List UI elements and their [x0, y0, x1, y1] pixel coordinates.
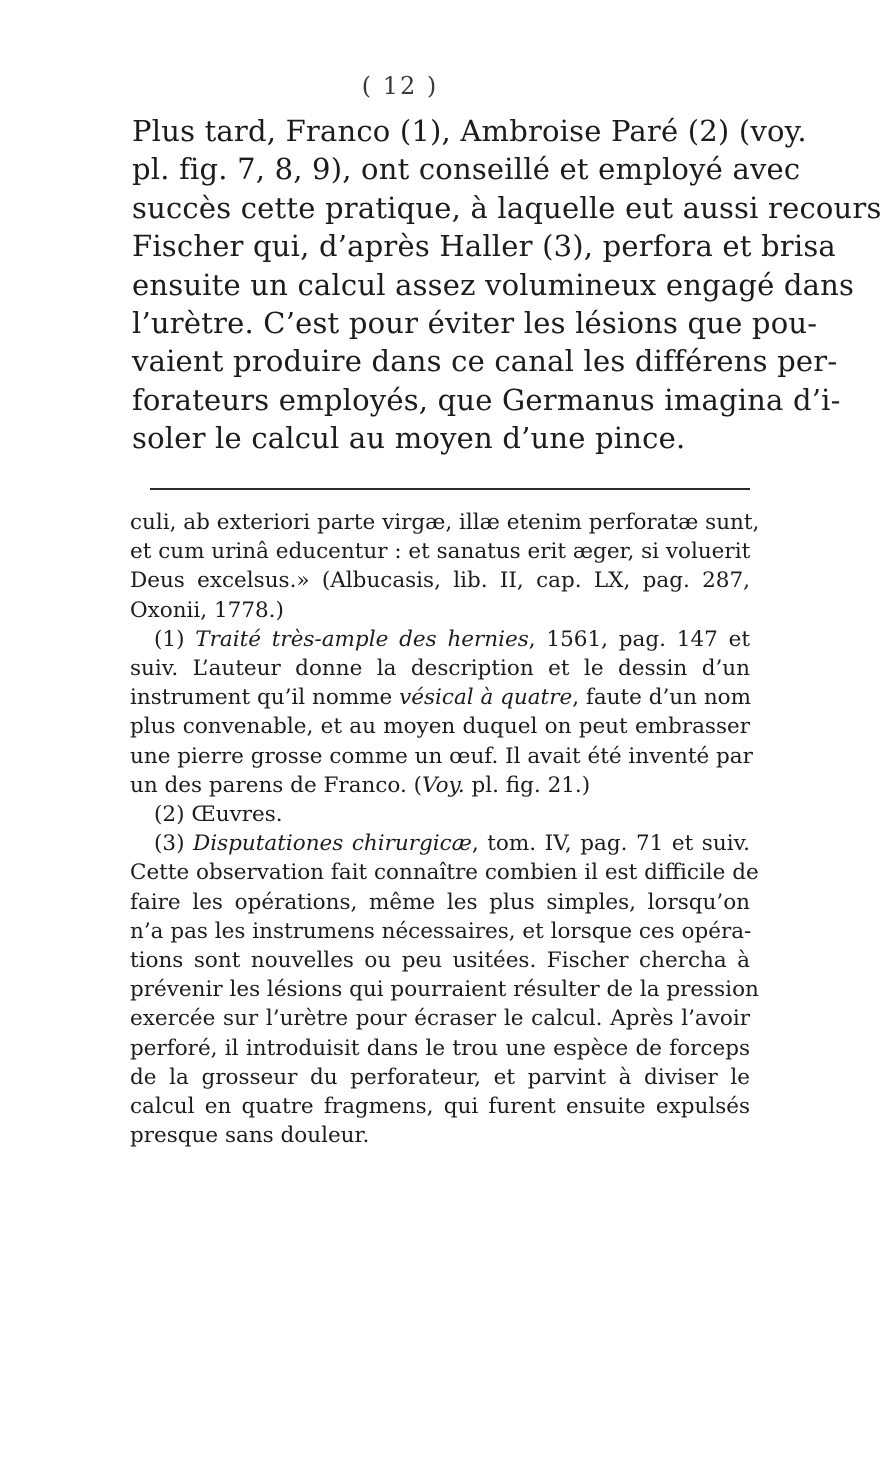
main-text-line: Fischer qui, d’après Haller (3), perfora et brisa: [132, 229, 836, 264]
footnote-1-text: instrument qu’il nomme: [130, 685, 393, 711]
footnote-3-line: de la grosseur du perforateur, et parvint à diviser le: [130, 1064, 750, 1090]
main-text-line: l’urètre. C’est pour éviter les lésions que pou-: [132, 306, 818, 341]
footnote-3-marker: (3): [154, 831, 185, 857]
footnote-1-line: [130, 683, 750, 712]
footnote-2-text: Œuvres.: [191, 802, 283, 828]
main-paragraph: [132, 112, 882, 458]
footnote-1-line: une pierre grosse comme un œuf. Il avait été inventé par: [130, 743, 753, 769]
footnote-1-line: plus convenable, et au moyen duquel on peut embrasser: [130, 714, 750, 740]
footnote-3-line: faire les opérations, même les plus simples, lorsqu’on: [130, 889, 750, 915]
footnote-3-title-rest: , tom. IV, pag. 71 et suiv.: [471, 831, 750, 857]
main-text-line: vaient produire dans ce canal les différens per-: [132, 344, 838, 379]
footnote-3-first-line: [130, 829, 750, 858]
main-text-line: pl. fig. 7, 8, 9), ont conseillé et employé avec: [132, 152, 801, 187]
footnote-continuation-line: Oxonii, 1778.): [130, 597, 284, 623]
footnote-1-instrument-rest: , faute d’un nom: [572, 685, 751, 711]
main-text-line: succès cette pratique, à laquelle eut aussi recours: [132, 190, 882, 225]
footnote-3-line: n’a pas les instrumens nécessaires, et lorsque ces opéra-: [130, 918, 752, 944]
footnote-3-line: perforé, il introduisit dans le trou une espèce de forceps: [130, 1035, 750, 1061]
footnote-2-marker: (2): [154, 802, 185, 828]
footnote-1-text: un des parens de Franco. (: [130, 772, 423, 798]
main-text-line: forateurs employés, que Germanus imagina d’i-: [132, 382, 841, 417]
footnote-1-line: suiv. L’auteur donne la description et le dessin d’un: [130, 656, 750, 682]
footnote-continuation-line: et cum urinâ educentur : et sanatus erit æger, si voluerit: [130, 539, 751, 565]
footnote-3-line: exercée sur l’urètre pour écraser le calcul. Après l’avoir: [130, 1006, 750, 1032]
footnote-3-line: tions sont nouvelles ou peu usitées. Fischer chercha à: [130, 948, 750, 974]
main-text-line: soler le calcul au moyen d’une pince.: [132, 421, 686, 456]
footnote-3-line: Cette observation fait connaître combien il est difficile de: [130, 860, 759, 886]
footnote-1-title-rest: , 1561, pag. 147 et: [528, 626, 750, 652]
footnote-3-line: presque sans douleur.: [130, 1123, 370, 1149]
main-text-line: Plus tard, Franco (1), Ambroise Paré (2) (voy.: [132, 114, 807, 148]
footnote-1-line: [130, 771, 750, 800]
footnote-1-voy: Voy.: [422, 772, 465, 798]
footnote-1-first-line: [130, 625, 750, 654]
footnote-1-text: pl. fig. 21.): [471, 772, 591, 798]
footnote-divider: [150, 488, 750, 490]
footnotes: [130, 508, 760, 1150]
page-number: ( 12 ): [361, 72, 439, 100]
footnote-3-line: prévenir les lésions qui pourraient résulter de la pression: [130, 977, 759, 1003]
footnote-continuation-line: Deus excelsus.» (Albucasis, lib. II, cap. LX, pag. 287,: [130, 568, 750, 594]
footnote-2: [130, 800, 750, 829]
main-text-line: ensuite un calcul assez volumineux engagé dans: [132, 267, 855, 302]
footnote-1-marker: (1): [154, 626, 185, 652]
footnote-1-title: Traité très-ample des hernies: [195, 626, 529, 652]
footnote-3-title: Disputationes chirurgicæ: [193, 831, 472, 857]
footnote-1-instrument-name: vésical à quatre: [399, 685, 573, 711]
footnote-continuation-line: culi, ab exteriori parte virgæ, illæ etenim perforatæ sunt,: [130, 510, 760, 535]
footnote-3-line: calcul en quatre fragmens, qui furent ensuite expulsés: [130, 1094, 750, 1120]
